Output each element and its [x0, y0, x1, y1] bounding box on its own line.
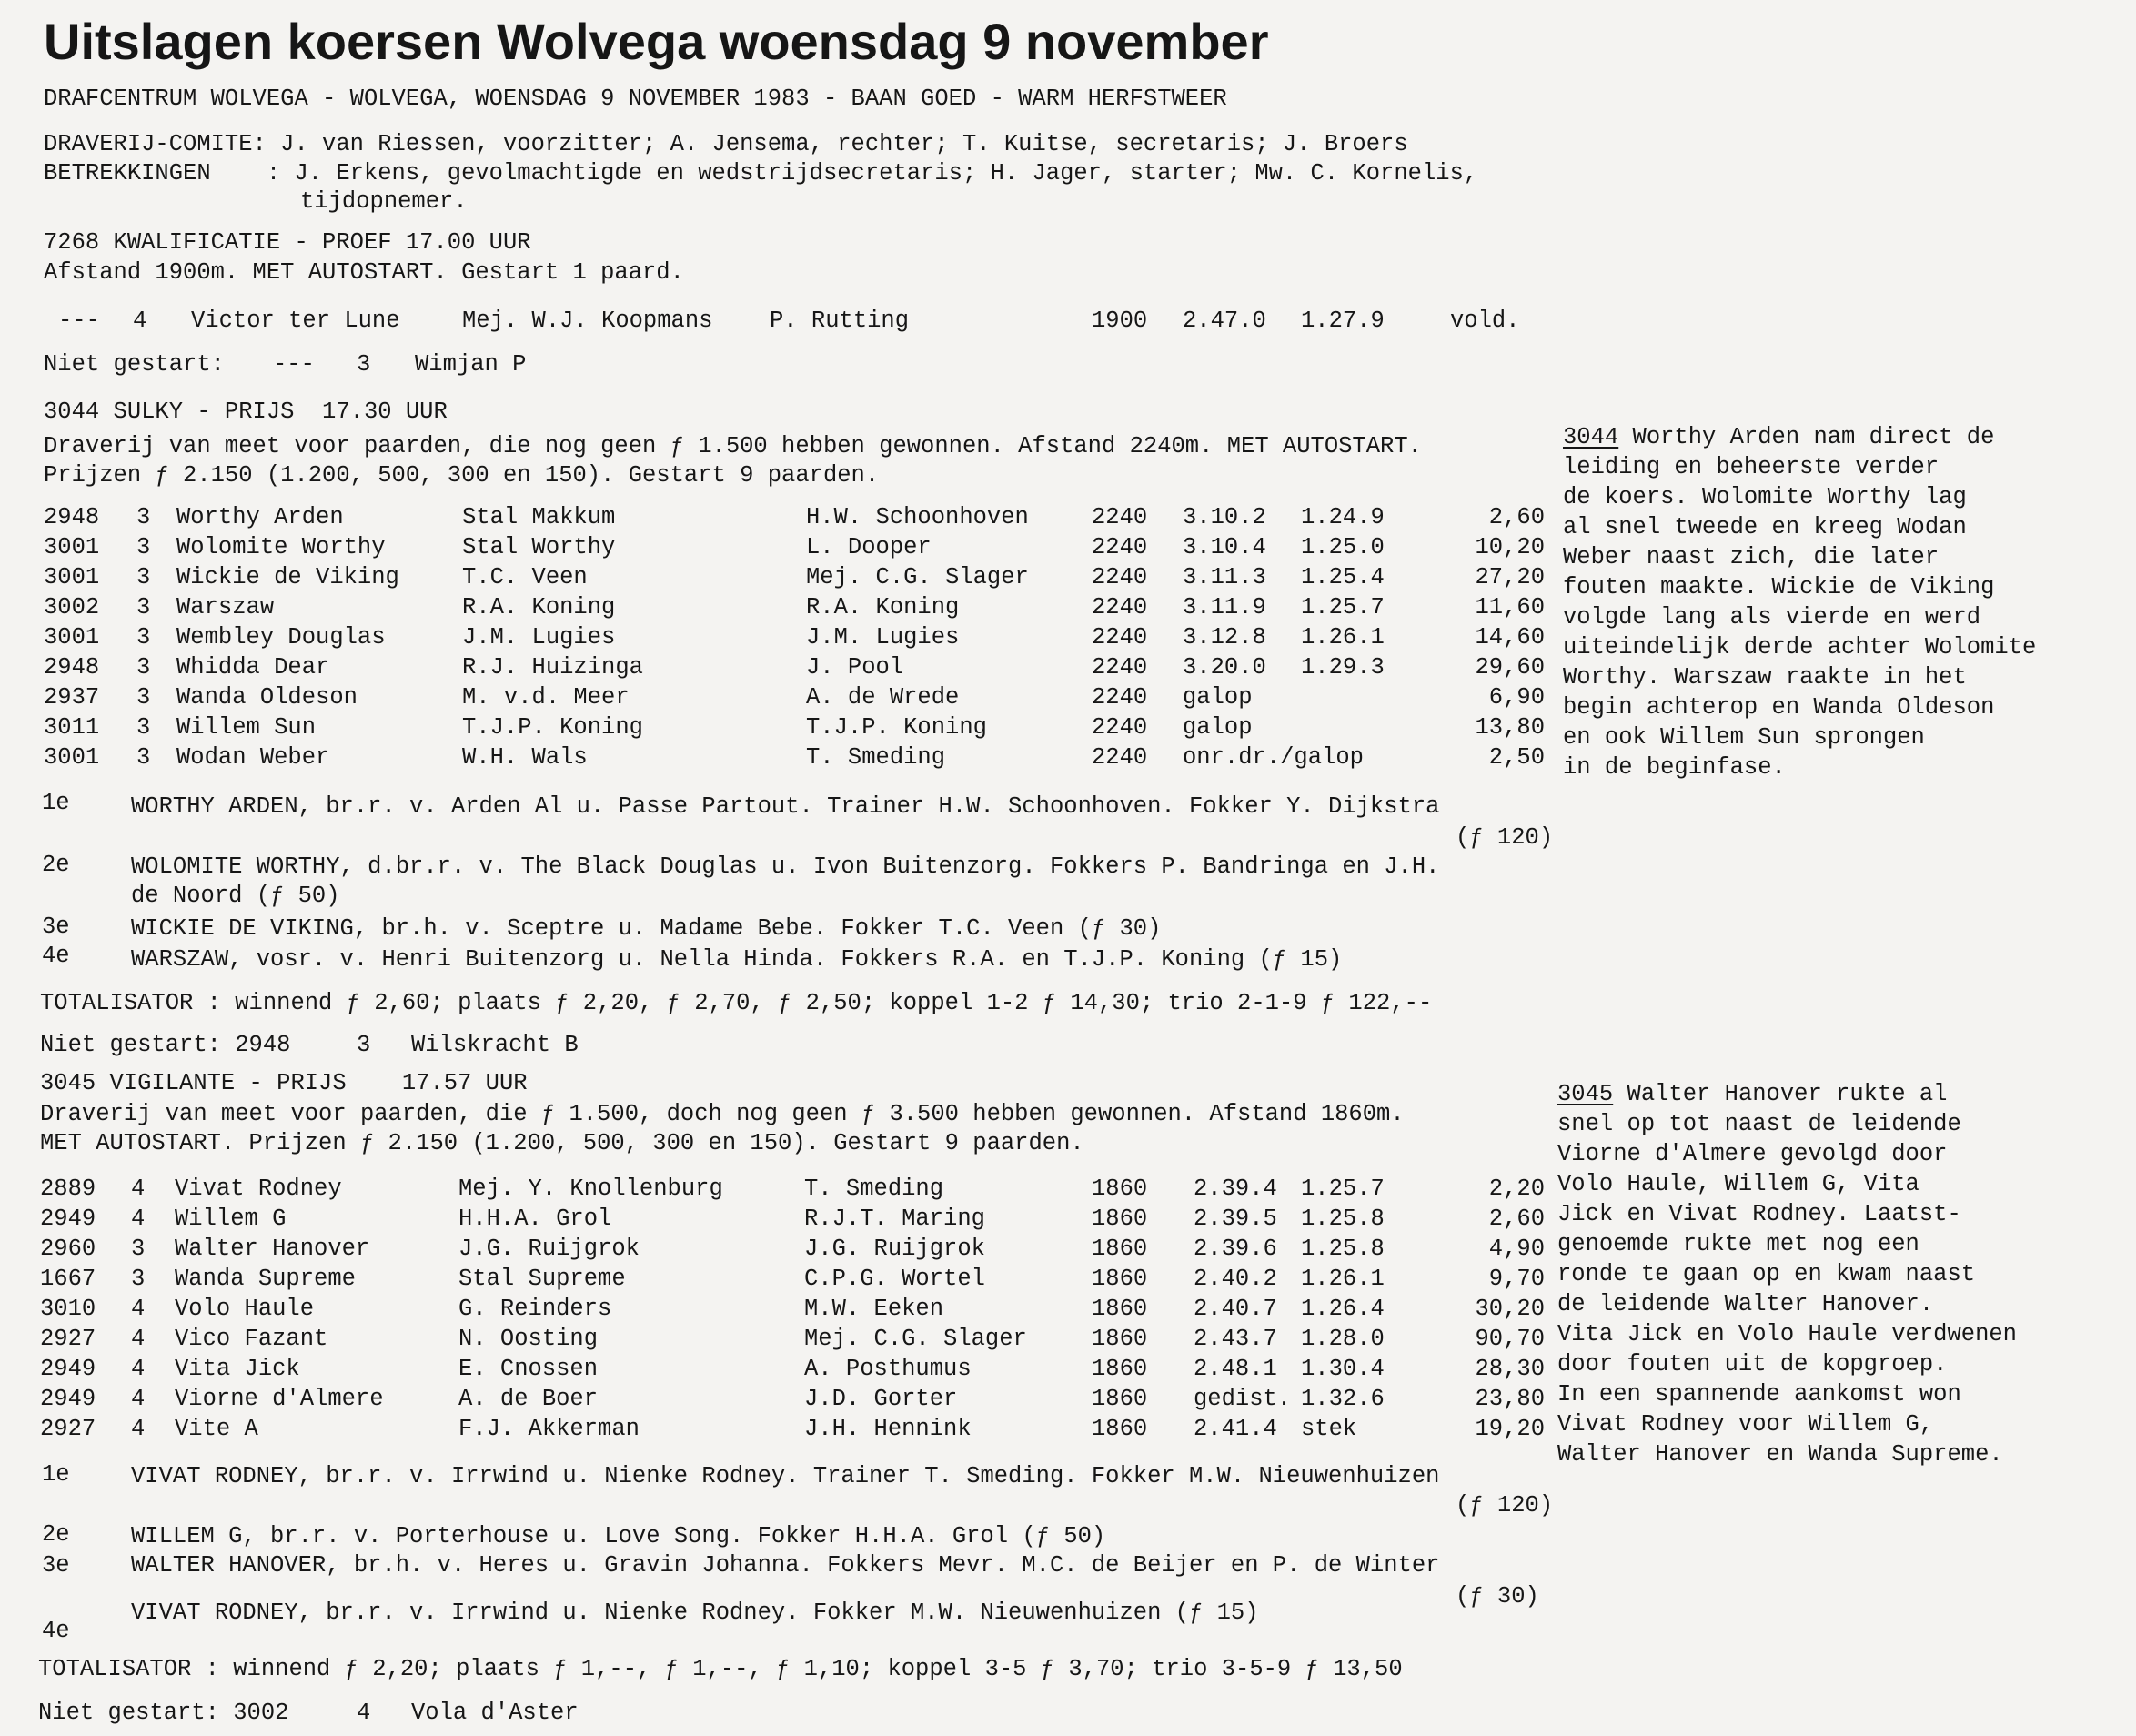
- prev-race: 2949: [40, 1206, 96, 1232]
- horse: Vita Jick: [175, 1356, 300, 1382]
- commentary-line: Volo Haule, Willem G, Vita: [1557, 1171, 1919, 1197]
- km-time: 1.25.8: [1301, 1236, 1385, 1262]
- commentary-race-number: 3045: [1557, 1081, 1614, 1107]
- prev-race: 3001: [44, 744, 100, 771]
- payout: 19,20: [1475, 1416, 1545, 1442]
- age: 3: [357, 351, 371, 378]
- horse: Vico Fazant: [175, 1326, 328, 1352]
- owner: M. v.d. Meer: [462, 684, 630, 711]
- km-time: 1.32.6: [1301, 1386, 1385, 1412]
- meeting-header: DRAFCENTRUM WOLVEGA - WOLVEGA, WOENSDAG 9 NOVEMBER 1983 - BAAN GOED - WARM HERFSTWEER: [44, 86, 1227, 112]
- prev-race: 3001: [44, 624, 100, 651]
- prev-race: 2937: [44, 684, 100, 711]
- owner: A. de Boer: [458, 1386, 599, 1412]
- distance: 1860: [1092, 1296, 1148, 1322]
- placing-description-continued: de Noord (ƒ 50): [131, 883, 340, 909]
- owner: R.J. Huizinga: [462, 654, 643, 681]
- commentary-race-number: 3044: [1563, 424, 1619, 450]
- distance: 1860: [1092, 1266, 1148, 1292]
- commentary-line: genoemde rukte met nog een: [1557, 1231, 1919, 1257]
- race-3044-commentary: [1563, 422, 2036, 782]
- placing-description: WARSZAW, vosr. v. Henri Buitenzorg u. Nella Hinda. Fokkers R.A. en T.J.P. Koning (ƒ 15): [131, 946, 1343, 973]
- betrekkingen-line: BETREKKINGEN : J. Erkens, gevolmachtigde en wedstrijdsecretaris; H. Jager, starter; Mw. C. Kornelis,: [44, 160, 1478, 187]
- horse: Victor ter Lune: [191, 308, 400, 334]
- not-started-label: Niet gestart:: [44, 351, 225, 378]
- horse: Whidda Dear: [176, 654, 330, 681]
- driver: J.D. Gorter: [804, 1386, 958, 1412]
- commentary-line: de leidende Walter Hanover.: [1557, 1291, 1934, 1317]
- age: 3: [136, 594, 151, 621]
- driver: H.W. Schoonhoven: [806, 504, 1029, 530]
- age: 3: [136, 564, 151, 590]
- race-3045-heading: 3045 VIGILANTE - PRIJS 17.57 UUR: [40, 1070, 528, 1096]
- distance: 2240: [1092, 504, 1148, 530]
- driver: P. Rutting: [770, 308, 910, 334]
- owner: Stal Supreme: [458, 1266, 626, 1292]
- commentary-line: Worthy. Warszaw raakte in het: [1563, 664, 1967, 691]
- comite-line: DRAVERIJ-COMITE: J. van Riessen, voorzitter; A. Jensema, rechter; T. Kuitse, secretaris; J. Broers: [44, 131, 1408, 157]
- horse: Willem Sun: [176, 714, 317, 741]
- age: 4: [131, 1416, 146, 1442]
- placing-position: 3e: [42, 913, 70, 940]
- commentary-line: Worthy Arden nam direct de: [1618, 424, 1995, 450]
- owner: E. Cnossen: [458, 1356, 599, 1382]
- horse: Wolomite Worthy: [176, 534, 386, 560]
- distance: 1900: [1092, 308, 1148, 334]
- commentary-line: fouten maakte. Wickie de Viking: [1563, 574, 1995, 601]
- km-time: 1.28.0: [1301, 1326, 1385, 1352]
- age: 3: [131, 1266, 146, 1292]
- age: 3: [136, 624, 151, 651]
- commentary-line: Weber naast zich, die later: [1563, 544, 1940, 570]
- age: 3: [136, 504, 151, 530]
- driver: C.P.G. Wortel: [804, 1266, 985, 1292]
- km-time: 1.29.3: [1301, 654, 1385, 681]
- owner: N. Oosting: [458, 1326, 599, 1352]
- race-3044-not-started: [0, 1030, 2136, 1060]
- commentary-line: de koers. Wolomite Worthy lag: [1563, 484, 1967, 510]
- age: 4: [133, 308, 147, 334]
- driver: Mej. C.G. Slager: [804, 1326, 1027, 1352]
- driver: A. Posthumus: [804, 1356, 972, 1382]
- prev-race: 3001: [44, 564, 100, 590]
- race-3044-heading: 3044 SULKY - PRIJS 17.30 UUR: [44, 399, 448, 425]
- prev-race: 2948: [44, 654, 100, 681]
- payout: vold.: [1450, 308, 1520, 334]
- time: 2.40.7: [1194, 1296, 1277, 1322]
- time: 2.39.5: [1194, 1206, 1277, 1232]
- age: 3: [357, 1032, 371, 1058]
- payout: 27,20: [1475, 564, 1545, 590]
- age: 4: [131, 1296, 146, 1322]
- horse: Volo Haule: [175, 1296, 315, 1322]
- horse: Wimjan P: [415, 351, 527, 378]
- payout: 2,50: [1488, 744, 1545, 771]
- placing-description-continued: (ƒ 120): [1456, 1492, 1554, 1519]
- time: 2.48.1: [1194, 1356, 1277, 1382]
- time: 3.10.2: [1183, 504, 1266, 530]
- owner: J.G. Ruijgrok: [458, 1236, 640, 1262]
- time: 3.12.8: [1183, 624, 1266, 651]
- commentary-line: door fouten uit de kopgroep.: [1557, 1351, 1948, 1378]
- age: 4: [357, 1700, 371, 1726]
- time: 3.20.0: [1183, 654, 1266, 681]
- placing-position: 3e: [42, 1552, 70, 1579]
- commentary-first-line: [1563, 422, 2036, 452]
- commentary-line: Walter Hanover en Wanda Supreme.: [1557, 1441, 2003, 1468]
- distance: 1860: [1092, 1206, 1148, 1232]
- time: 2.47.0: [1183, 308, 1266, 334]
- race-3044-conditions-2: Prijzen ƒ 2.150 (1.200, 500, 300 en 150). Gestart 9 paarden.: [44, 462, 880, 489]
- distance: 1860: [1092, 1416, 1148, 1442]
- payout: 2,60: [1488, 504, 1545, 530]
- distance: 2240: [1092, 534, 1148, 560]
- driver: L. Dooper: [806, 534, 932, 560]
- horse: Vivat Rodney: [175, 1176, 342, 1202]
- commentary-line: Vivat Rodney voor Willem G,: [1557, 1411, 1934, 1438]
- prev-race: 3001: [44, 534, 100, 560]
- payout: 28,30: [1475, 1356, 1545, 1382]
- race-3044-conditions-1: Draverij van meet voor paarden, die nog geen ƒ 1.500 hebben gewonnen. Afstand 2240m. MET AUTOSTART.: [44, 433, 1422, 459]
- driver: R.J.T. Maring: [804, 1206, 985, 1232]
- horse: Wanda Oldeson: [176, 684, 358, 711]
- owner: Mej. Y. Knollenburg: [458, 1176, 723, 1202]
- prev-race: 1667: [40, 1266, 96, 1292]
- driver: T.J.P. Koning: [806, 714, 987, 741]
- km-time: 1.25.0: [1301, 534, 1385, 560]
- km-time: 1.26.1: [1301, 1266, 1385, 1292]
- payout: 2,20: [1488, 1176, 1545, 1202]
- time: 2.40.2: [1194, 1266, 1277, 1292]
- page-title: Uitslagen koersen Wolvega woensdag 9 november: [44, 13, 1269, 70]
- horse: Walter Hanover: [175, 1236, 370, 1262]
- horse: Wickie de Viking: [176, 564, 399, 590]
- horse: Willem G: [175, 1206, 287, 1232]
- race-3044-totalisator: TOTALISATOR : winnend ƒ 2,60; plaats ƒ 2,20, ƒ 2,70, ƒ 2,50; koppel 1-2 ƒ 14,30; trio 2-1-9 ƒ 122,--: [40, 990, 1433, 1016]
- km-time: 1.25.7: [1301, 594, 1385, 621]
- commentary-line: begin achterop en Wanda Oldeson: [1563, 694, 1995, 721]
- time: 2.43.7: [1194, 1326, 1277, 1352]
- prev-race: 2927: [40, 1326, 96, 1352]
- placing-position: 4e: [42, 943, 70, 969]
- race-7268-heading: 7268 KWALIFICATIE - PROEF 17.00 UUR: [44, 229, 531, 256]
- distance: 2240: [1092, 624, 1148, 651]
- placing-description: WALTER HANOVER, br.h. v. Heres u. Gravin Johanna. Fokkers Mevr. M.C. de Beijer en P. de Winter: [131, 1552, 1440, 1579]
- km-time: 1.26.1: [1301, 624, 1385, 651]
- commentary-line: al snel tweede en kreeg Wodan: [1563, 514, 1967, 540]
- placing-position: 4e: [42, 1618, 70, 1644]
- race-3045-conditions-1: Draverij van meet voor paarden, die ƒ 1.500, doch nog geen ƒ 3.500 hebben gewonnen. Afstand 1860m.: [40, 1101, 1405, 1127]
- payout: 9,70: [1488, 1266, 1545, 1292]
- km-time: 1.24.9: [1301, 504, 1385, 530]
- time: 2.39.4: [1194, 1176, 1277, 1202]
- commentary-line: Walter Hanover rukte al: [1613, 1081, 1948, 1107]
- time: galop: [1183, 684, 1253, 711]
- age: 4: [131, 1356, 146, 1382]
- horse: Wodan Weber: [176, 744, 330, 771]
- payout: 6,90: [1488, 684, 1545, 711]
- commentary-line: uiteindelijk derde achter Wolomite: [1563, 634, 2037, 661]
- km-time: 1.25.7: [1301, 1176, 1385, 1202]
- driver: M.W. Eeken: [804, 1296, 944, 1322]
- km-time: 1.25.8: [1301, 1206, 1385, 1232]
- age: 3: [136, 744, 151, 771]
- horse: Vola d'Aster: [411, 1700, 579, 1726]
- km-time: 1.25.4: [1301, 564, 1385, 590]
- commentary-line: Viorne d'Almere gevolgd door: [1557, 1141, 1948, 1167]
- race-7268-conditions: Afstand 1900m. MET AUTOSTART. Gestart 1 paard.: [44, 259, 684, 286]
- placing-description-continued: (ƒ 30): [1456, 1583, 1539, 1610]
- owner: W.H. Wals: [462, 744, 588, 771]
- km-time: 1.26.4: [1301, 1296, 1385, 1322]
- prev-race: 2948: [44, 504, 100, 530]
- placing-description: WORTHY ARDEN, br.r. v. Arden Al u. Passe Partout. Trainer H.W. Schoonhoven. Fokker Y. Dijkstra: [131, 793, 1440, 820]
- payout: 13,80: [1475, 714, 1545, 741]
- distance: 1860: [1092, 1176, 1148, 1202]
- driver: Mej. C.G. Slager: [806, 564, 1029, 590]
- commentary-line: in de beginfase.: [1563, 754, 1786, 781]
- placing-position: 2e: [42, 1521, 70, 1548]
- owner: G. Reinders: [458, 1296, 612, 1322]
- time: 2.41.4: [1194, 1416, 1277, 1442]
- owner: H.H.A. Grol: [458, 1206, 612, 1232]
- payout: 11,60: [1475, 594, 1545, 621]
- distance: 1860: [1092, 1236, 1148, 1262]
- distance: 2240: [1092, 654, 1148, 681]
- payout: 10,20: [1475, 534, 1545, 560]
- placing-description: WILLEM G, br.r. v. Porterhouse u. Love Song. Fokker H.H.A. Grol (ƒ 50): [131, 1523, 1106, 1549]
- prev-race: 3002: [44, 594, 100, 621]
- distance: 1860: [1092, 1356, 1148, 1382]
- distance: 2240: [1092, 594, 1148, 621]
- placing-description: VIVAT RODNEY, br.r. v. Irrwind u. Nienke Rodney. Trainer T. Smeding. Fokker M.W. Nieuwenhuizen: [131, 1463, 1440, 1489]
- payout: 4,90: [1488, 1236, 1545, 1262]
- horse: Viorne d'Almere: [175, 1386, 384, 1412]
- km-time: stek: [1301, 1416, 1357, 1442]
- race-3045-commentary: [1557, 1079, 2017, 1469]
- time: gedist.: [1194, 1386, 1292, 1412]
- prev-race: 3011: [44, 714, 100, 741]
- payout: 29,60: [1475, 654, 1545, 681]
- age: 3: [136, 684, 151, 711]
- placing-description: VIVAT RODNEY, br.r. v. Irrwind u. Nienke Rodney. Fokker M.W. Nieuwenhuizen (ƒ 15): [131, 1600, 1259, 1626]
- owner: J.M. Lugies: [462, 624, 616, 651]
- commentary-line: Jick en Vivat Rodney. Laatst-: [1557, 1201, 1961, 1227]
- prev-race: ---: [273, 351, 315, 378]
- horse: Vite A: [175, 1416, 258, 1442]
- race-7268-result-row: [0, 306, 2136, 336]
- age: 4: [131, 1206, 146, 1232]
- owner: F.J. Akkerman: [458, 1416, 640, 1442]
- distance: 2240: [1092, 564, 1148, 590]
- race-3045-conditions-2: MET AUTOSTART. Prijzen ƒ 2.150 (1.200, 500, 300 en 150). Gestart 9 paarden.: [40, 1130, 1084, 1156]
- placing-description: WICKIE DE VIKING, br.h. v. Sceptre u. Madame Bebe. Fokker T.C. Veen (ƒ 30): [131, 915, 1162, 942]
- placing-position: 2e: [42, 852, 70, 878]
- distance: 1860: [1092, 1326, 1148, 1352]
- horse: Warszaw: [176, 594, 275, 621]
- driver: A. de Wrede: [806, 684, 960, 711]
- race-3045-not-started: [0, 1698, 2136, 1728]
- age: 4: [131, 1386, 146, 1412]
- prev-race: 2889: [40, 1176, 96, 1202]
- time: 3.11.9: [1183, 594, 1266, 621]
- prev-race: 3010: [40, 1296, 96, 1322]
- distance: 2240: [1092, 744, 1148, 771]
- prev-race: 2949: [40, 1356, 96, 1382]
- placing-position: 1e: [42, 790, 70, 816]
- commentary-line: Vita Jick en Volo Haule verdwenen: [1557, 1321, 2017, 1347]
- time: onr.dr./galop: [1183, 744, 1364, 771]
- commentary-line: volgde lang als vierde en werd: [1563, 604, 1981, 631]
- owner: Stal Worthy: [462, 534, 616, 560]
- owner: Stal Makkum: [462, 504, 616, 530]
- commentary-first-line: [1557, 1079, 2017, 1109]
- time: galop: [1183, 714, 1253, 741]
- horse: Wanda Supreme: [175, 1266, 356, 1292]
- commentary-line: snel op tot naast de leidende: [1557, 1111, 1961, 1137]
- driver: R.A. Koning: [806, 594, 960, 621]
- not-started-label: Niet gestart: 2948: [40, 1032, 291, 1058]
- payout: 2,60: [1488, 1206, 1545, 1232]
- placing-position: 1e: [42, 1461, 70, 1488]
- distance: 2240: [1092, 714, 1148, 741]
- commentary-line: ronde te gaan op en kwam naast: [1557, 1261, 1976, 1287]
- placing-description-continued: (ƒ 120): [1456, 824, 1554, 851]
- age: 3: [131, 1236, 146, 1262]
- driver: J. Pool: [806, 654, 904, 681]
- distance: 2240: [1092, 684, 1148, 711]
- age: 4: [131, 1326, 146, 1352]
- age: 4: [131, 1176, 146, 1202]
- age: 3: [136, 654, 151, 681]
- owner: Mej. W.J. Koopmans: [462, 308, 713, 334]
- age: 3: [136, 714, 151, 741]
- time: 2.39.6: [1194, 1236, 1277, 1262]
- km-time: 1.27.9: [1301, 308, 1385, 334]
- prev-race: 2949: [40, 1386, 96, 1412]
- commentary-line: In een spannende aankomst won: [1557, 1381, 1961, 1408]
- driver: J.G. Ruijgrok: [804, 1236, 985, 1262]
- payout: 14,60: [1475, 624, 1545, 651]
- prev-race: 2927: [40, 1416, 96, 1442]
- horse: Wembley Douglas: [176, 624, 386, 651]
- race-3045-totalisator: TOTALISATOR : winnend ƒ 2,20; plaats ƒ 1,--, ƒ 1,--, ƒ 1,10; koppel 3-5 ƒ 3,70; trio 3-5-9 ƒ 13,50: [38, 1656, 1403, 1682]
- placing-description: WOLOMITE WORTHY, d.br.r. v. The Black Douglas u. Ivon Buitenzorg. Fokkers P. Bandringa en J.H.: [131, 853, 1440, 880]
- driver: J.M. Lugies: [806, 624, 960, 651]
- driver: T. Smeding: [806, 744, 946, 771]
- commentary-line: leiding en beheerste verder: [1563, 454, 1940, 480]
- not-started-label: Niet gestart: 3002: [38, 1700, 289, 1726]
- owner: T.C. Veen: [462, 564, 588, 590]
- prev-race: ---: [58, 308, 100, 334]
- race-7268-not-started: [0, 349, 2136, 379]
- payout: 30,20: [1475, 1296, 1545, 1322]
- age: 3: [136, 534, 151, 560]
- horse: Worthy Arden: [176, 504, 344, 530]
- time: 3.11.3: [1183, 564, 1266, 590]
- horse: Wilskracht B: [411, 1032, 579, 1058]
- owner: T.J.P. Koning: [462, 714, 643, 741]
- time: 3.10.4: [1183, 534, 1266, 560]
- payout: 23,80: [1475, 1386, 1545, 1412]
- driver: T. Smeding: [804, 1176, 944, 1202]
- owner: R.A. Koning: [462, 594, 616, 621]
- payout: 90,70: [1475, 1326, 1545, 1352]
- betrekkingen-continuation: tijdopnemer.: [300, 188, 468, 215]
- km-time: 1.30.4: [1301, 1356, 1385, 1382]
- prev-race: 2960: [40, 1236, 96, 1262]
- driver: J.H. Hennink: [804, 1416, 972, 1442]
- commentary-line: en ook Willem Sun sprongen: [1563, 724, 1925, 751]
- distance: 1860: [1092, 1386, 1148, 1412]
